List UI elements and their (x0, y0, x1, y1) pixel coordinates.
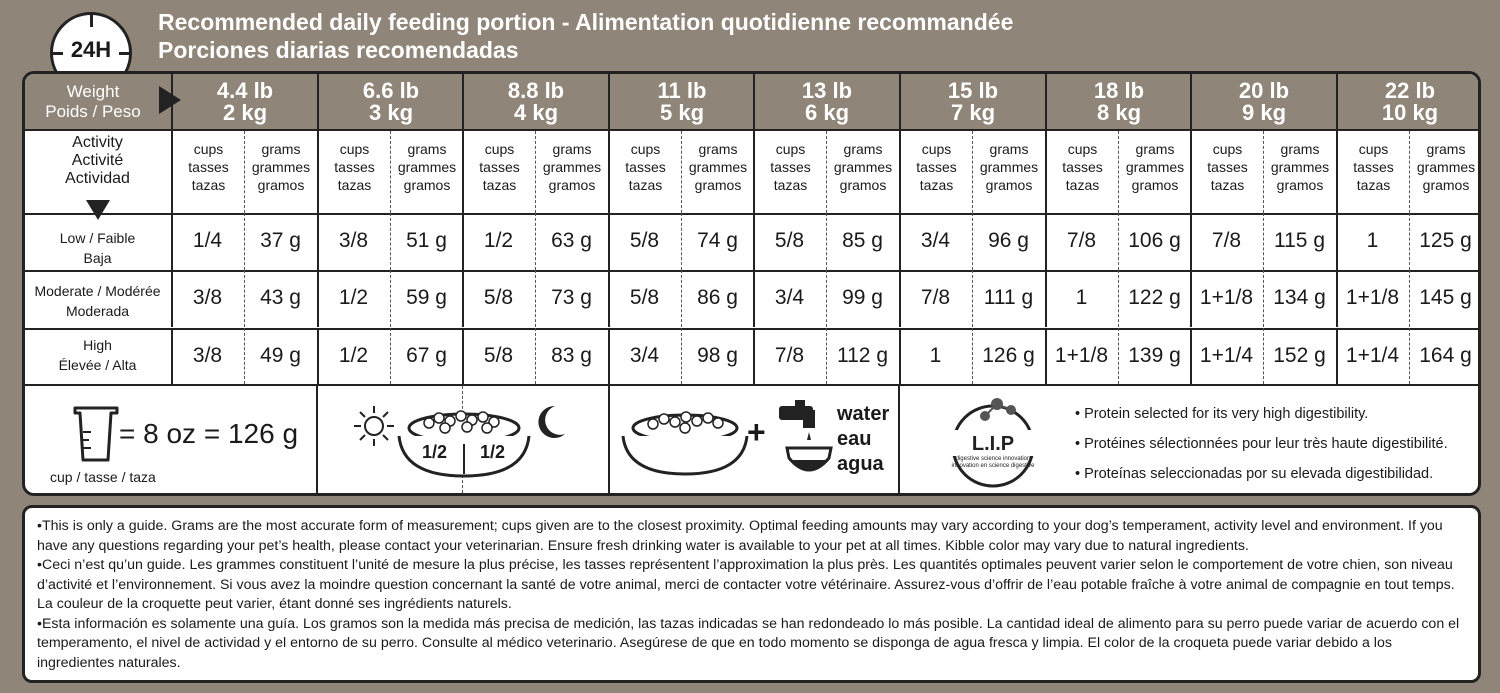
weight-column-header (1045, 74, 1191, 129)
cups-unit-line: cups (193, 141, 224, 157)
divider (317, 213, 319, 270)
weight-column-header (753, 74, 899, 129)
cups-value: 5/8 (629, 229, 660, 252)
grams-value: 112 g (837, 344, 888, 367)
weight-kg: 6 kg (804, 100, 850, 125)
cups-unit-line: tasses (1207, 159, 1248, 175)
cups-unit-label (1045, 131, 1118, 213)
weight-kg: 4 kg (513, 100, 559, 125)
cups-value: 7/8 (1066, 229, 1097, 252)
cups-value: 3/8 (192, 286, 223, 309)
divider (899, 213, 901, 270)
cups-value: 1/2 (338, 344, 369, 367)
cups-value: 1/2 (338, 286, 369, 309)
weight-kg: 7 kg (950, 100, 996, 125)
weight-column-header (462, 74, 608, 129)
cups-value: 3/8 (338, 229, 369, 252)
grams-unit-line: grammes (1125, 159, 1185, 175)
divider (390, 328, 391, 384)
weight-header-row (25, 74, 1478, 131)
grams-value: 73 g (551, 286, 592, 309)
note-es: •Esta información es solamente una guía. Los gramos son la medida más precisa de medición, las tazas indicadas se han redondeado lo más posible. La cantidad ideal de alimento para su perro puede variar de acuerdo con el temperamento, el nivel de actividad y el entorno de su perro. Consulte al médico veterinario. Asegúrese de que en todo momento se disponga de agua fresca y limpia. El color de la croqueta puede variar debido a los ingredientes naturales. (37, 615, 1460, 671)
weight-lb: 18 lb (1093, 78, 1145, 103)
row-label-moderate (25, 281, 170, 321)
cups-value: 7/8 (774, 344, 805, 367)
protein-bullet-fr: • Protéines sélectionnées pour leur très haute digestibilité. (1075, 436, 1448, 452)
divider (1263, 270, 1264, 327)
cups-unit-line: cups (775, 141, 806, 157)
grams-unit-line: grams (698, 141, 738, 157)
divider (826, 213, 827, 270)
weight-column-header (608, 74, 754, 129)
cups-unit-line: tasses (625, 159, 666, 175)
divider (25, 270, 1478, 272)
grams-unit-line: grams (843, 141, 883, 157)
grams-value: 99 g (842, 286, 883, 309)
row-label-low-line1: Low / Faible (59, 230, 136, 246)
cups-value: 1+1/4 (1345, 344, 1400, 367)
divider (1118, 213, 1119, 270)
divider (244, 270, 245, 327)
weight-kg: 9 kg (1241, 100, 1287, 125)
divider (1263, 328, 1264, 384)
grams-value: 83 g (551, 344, 592, 367)
divider (1045, 213, 1047, 270)
grams-unit-label (244, 131, 317, 213)
cups-unit-line: cups (1067, 141, 1098, 157)
weight-label (33, 82, 153, 122)
activity-label (25, 134, 170, 188)
divider (1409, 328, 1410, 384)
cup-equation: = 8 oz = 126 g (119, 418, 299, 449)
divider (826, 328, 827, 384)
cups-unit-line: tasses (334, 159, 375, 175)
food-bowl-full-icon (615, 408, 755, 480)
divider (1190, 270, 1192, 327)
grams-value: 106 g (1128, 229, 1181, 252)
grams-value: 139 g (1128, 344, 1181, 367)
grams-value: 111 g (983, 286, 1034, 309)
grams-value: 126 g (982, 344, 1035, 367)
grams-unit-label (826, 131, 899, 213)
divider (608, 386, 610, 496)
cups-value: 7/8 (920, 286, 951, 309)
cups-unit-line: tazas (1210, 177, 1245, 193)
grams-unit-line: grammes (542, 159, 602, 175)
lip-logo-subtext-2: innovation en science digestive (951, 463, 1035, 469)
grams-value: 63 g (551, 229, 592, 252)
cups-unit-line: tazas (919, 177, 954, 193)
divider (898, 386, 900, 496)
divider (535, 270, 536, 327)
divider (753, 213, 755, 270)
cup-caption: cup / tasse / taza (50, 469, 156, 485)
lip-logo-icon (941, 392, 1045, 490)
cups-value: 5/8 (629, 286, 660, 309)
water-faucet-icon (773, 396, 833, 484)
cups-value: 3/4 (920, 229, 951, 252)
feeding-table (22, 71, 1481, 496)
weight-column-header (317, 74, 463, 129)
grams-unit-label (1118, 131, 1191, 213)
grams-unit-line: grams (989, 141, 1029, 157)
grams-unit-line: grammes (251, 159, 311, 175)
cups-unit-label (1190, 131, 1263, 213)
clock-label: 24H (70, 37, 112, 62)
divider (244, 328, 245, 384)
water-label-fr: eau (837, 428, 872, 450)
cups-value: 1/2 (483, 229, 514, 252)
grams-unit-line: grams (1135, 141, 1175, 157)
weight-lb: 13 lb (801, 78, 853, 103)
grams-unit-label (390, 131, 463, 213)
row-label-moderate-line2: Moderada (65, 303, 130, 319)
grams-value: 67 g (406, 344, 447, 367)
weight-kg: 8 kg (1096, 100, 1142, 125)
grams-unit-line: grammes (397, 159, 457, 175)
grams-value: 74 g (697, 229, 738, 252)
protein-bullet-en: • Protein selected for its very high digestibility. (1075, 406, 1369, 422)
grams-unit-line: grams (552, 141, 592, 157)
weight-column-header (171, 74, 317, 129)
disclaimer-notes (22, 505, 1481, 683)
weight-label-line1: Weight (66, 82, 120, 101)
divider (681, 270, 682, 327)
grams-unit-line: grammes (1270, 159, 1330, 175)
divider (1336, 213, 1338, 270)
grams-unit-line: gramos (985, 177, 1033, 193)
row-label-low (25, 228, 170, 268)
activity-label-line1: Activity (72, 134, 123, 151)
grams-value: 125 g (1419, 229, 1472, 252)
weight-lb: 6.6 lb (362, 78, 420, 103)
divider (608, 213, 610, 270)
divider (972, 270, 973, 327)
weight-kg: 5 kg (659, 100, 705, 125)
cups-unit-line: tazas (773, 177, 808, 193)
weight-lb: 11 lb (657, 78, 707, 103)
grams-unit-label (972, 131, 1045, 213)
cups-unit-label (171, 131, 244, 213)
lip-logo-subtext-1: digestive science innovation (955, 456, 1031, 462)
weight-lb: 15 lb (947, 78, 999, 103)
row-label-low-line2: Baja (83, 250, 112, 266)
divider (244, 213, 245, 270)
weight-lb: 8.8 lb (507, 78, 565, 103)
weight-lb: 20 lb (1238, 78, 1290, 103)
cups-value: 1 (1075, 286, 1088, 309)
divider (826, 270, 827, 327)
cups-unit-line: cups (1212, 141, 1243, 157)
grams-unit-line: grams (261, 141, 301, 157)
cups-unit-label (899, 131, 972, 213)
cups-unit-line: tazas (1065, 177, 1100, 193)
cups-unit-line: tasses (188, 159, 229, 175)
grams-value: 85 g (842, 229, 883, 252)
activity-label-line3: Actividad (65, 170, 130, 187)
plus-icon: + (747, 414, 766, 450)
weight-kg: 3 kg (368, 100, 414, 125)
cups-value: 3/4 (629, 344, 660, 367)
note-en: •This is only a guide. Grams are the most accurate form of measurement; cups given are to the closest proximity. Optimal feeding amounts may vary according to your dog’s temperament, activity level and environment. If you have any questions regarding your pet’s health, please contact your veterinarian. Ensure fresh drinking water is available to your pet at all times. Kibble color may vary due to natural ingredients. (37, 518, 1443, 554)
cups-unit-line: tasses (770, 159, 811, 175)
row-label-high (25, 335, 170, 375)
cups-unit-label (608, 131, 681, 213)
cups-unit-line: cups (921, 141, 952, 157)
cups-value: 3/4 (774, 286, 805, 309)
cups-unit-line: cups (1358, 141, 1389, 157)
note-fr: •Ceci n’est qu’un guide. Les grammes constituent l’unité de mesure la plus précise, les tasses représentent l’approximation la plus près. Les quantités optimales peuvent varier selon le comportement de votre chien, son niveau d’activité et l’environnement. Si vous avez la moindre question concernant la santé de votre animal, merci de contacter votre vétérinaire. Assurez-vous d’offrir de l’eau potable fraîche à votre animal de compagnie en tout temps. La couleur de la croquette peut varier, étant donné ses ingrédients naturels. (37, 557, 1455, 612)
cups-unit-line: tasses (1062, 159, 1103, 175)
divider (1409, 270, 1410, 327)
cups-value: 1+1/8 (1345, 286, 1400, 309)
divider (316, 386, 318, 496)
cups-unit-line: tazas (191, 177, 226, 193)
moon-icon (537, 404, 567, 440)
weight-column-header (1190, 74, 1336, 129)
cups-unit-line: cups (484, 141, 515, 157)
grams-value: 37 g (260, 229, 301, 252)
divider (681, 213, 682, 270)
water-label-es: agua (837, 453, 884, 475)
divider (462, 328, 464, 384)
measuring-cup-icon (71, 404, 121, 464)
divider (899, 328, 901, 384)
divider (608, 328, 610, 384)
grams-value: 115 g (1274, 229, 1325, 252)
divider (171, 328, 173, 384)
cups-unit-line: tasses (1353, 159, 1394, 175)
grams-value: 122 g (1128, 286, 1181, 309)
cups-value: 1+1/8 (1054, 344, 1109, 367)
divider (317, 328, 319, 384)
grams-value: 152 g (1273, 344, 1326, 367)
grams-unit-line: gramos (403, 177, 451, 193)
cups-value: 5/8 (483, 344, 514, 367)
divider (1118, 328, 1119, 384)
cups-value: 5/8 (483, 286, 514, 309)
divider (171, 270, 173, 327)
divider (535, 328, 536, 384)
weight-column-header (1336, 74, 1481, 129)
cups-value: 5/8 (774, 229, 805, 252)
divider (608, 270, 610, 327)
protein-bullet-es: • Proteínas seleccionadas por su elevada digestibilidad. (1075, 466, 1434, 482)
grams-unit-line: gramos (257, 177, 305, 193)
divider (1263, 213, 1264, 270)
cups-unit-line: cups (630, 141, 661, 157)
grams-unit-label (535, 131, 608, 213)
grams-unit-line: gramos (839, 177, 887, 193)
grams-value: 134 g (1273, 286, 1326, 309)
divider (1336, 270, 1338, 327)
cups-unit-line: tazas (628, 177, 663, 193)
divider (753, 270, 755, 327)
grams-value: 86 g (697, 286, 738, 309)
cups-unit-line: tasses (479, 159, 520, 175)
lip-logo-text: L.I.P (971, 433, 1015, 455)
activity-label-line2: Activité (71, 152, 124, 169)
grams-unit-line: grams (407, 141, 447, 157)
divider (1190, 328, 1192, 384)
page-title (158, 8, 1013, 64)
cups-unit-label (317, 131, 390, 213)
grams-unit-line: gramos (548, 177, 596, 193)
grams-unit-line: gramos (694, 177, 742, 193)
divider (899, 270, 901, 327)
divider (462, 213, 464, 270)
water-label (837, 402, 889, 477)
cups-value: 3/8 (192, 344, 223, 367)
divider (317, 270, 319, 327)
divider (25, 328, 1478, 330)
grams-value: 98 g (697, 344, 738, 367)
title-line-1: Recommended daily feeding portion - Alimentation quotidienne recommandée (158, 9, 1014, 35)
divider (535, 213, 536, 270)
weight-kg: 2 kg (222, 100, 268, 125)
cups-unit-line: tasses (916, 159, 957, 175)
cups-value: 7/8 (1211, 229, 1242, 252)
grams-unit-label (1409, 131, 1481, 213)
grams-value: 96 g (988, 229, 1029, 252)
divider (1118, 270, 1119, 327)
cups-unit-line: tazas (337, 177, 372, 193)
divider (972, 213, 973, 270)
arrow-down-icon (86, 200, 110, 220)
divider (390, 213, 391, 270)
info-strip (25, 384, 1478, 496)
cups-unit-label (753, 131, 826, 213)
grams-unit-line: grammes (688, 159, 748, 175)
divider (390, 270, 391, 327)
food-bowl-icon (389, 406, 539, 482)
grams-value: 145 g (1419, 286, 1472, 309)
divider (1336, 328, 1338, 384)
weight-lb: 4.4 lb (216, 78, 274, 103)
cups-value: 1+1/8 (1199, 286, 1254, 309)
grams-value: 59 g (406, 286, 447, 309)
cups-value: 1+1/4 (1199, 344, 1254, 367)
bowl-half-right: 1/2 (480, 442, 506, 462)
divider (753, 328, 755, 384)
divider (1045, 328, 1047, 384)
cups-value: 1/4 (192, 229, 223, 252)
cups-unit-label (1336, 131, 1409, 213)
cups-unit-line: cups (339, 141, 370, 157)
divider (1190, 213, 1192, 270)
row-label-high-line1: High (83, 337, 112, 353)
grams-unit-line: grammes (833, 159, 893, 175)
row-label-moderate-line1: Moderate / Modérée (34, 283, 161, 299)
cups-unit-line: tazas (1356, 177, 1391, 193)
cups-value: 1 (1366, 229, 1379, 252)
divider (1045, 270, 1047, 327)
grams-value: 164 g (1419, 344, 1472, 367)
divider (972, 328, 973, 384)
cups-value: 1 (929, 344, 942, 367)
row-label-high-line2: Élevée / Alta (58, 357, 137, 373)
grams-value: 51 g (406, 229, 447, 252)
divider (462, 270, 464, 327)
grams-unit-label (1263, 131, 1336, 213)
grams-unit-label (681, 131, 754, 213)
divider (681, 328, 682, 384)
cups-unit-line: tazas (482, 177, 517, 193)
grams-unit-line: grams (1426, 141, 1466, 157)
grams-value: 43 g (260, 286, 301, 309)
bowl-half-left: 1/2 (422, 442, 448, 462)
weight-lb: 22 lb (1384, 78, 1436, 103)
grams-unit-line: gramos (1422, 177, 1470, 193)
grams-unit-line: grammes (1416, 159, 1476, 175)
grams-unit-line: grams (1280, 141, 1320, 157)
grams-unit-line: grammes (979, 159, 1039, 175)
grams-value: 49 g (260, 344, 301, 367)
grams-unit-line: gramos (1131, 177, 1179, 193)
title-line-2: Porciones diarias recomendadas (158, 37, 519, 63)
cups-unit-label (462, 131, 535, 213)
weight-label-line2: Poids / Peso (45, 102, 141, 121)
weight-column-header (899, 74, 1045, 129)
grams-unit-line: gramos (1276, 177, 1324, 193)
divider (1409, 213, 1410, 270)
divider (25, 213, 1478, 215)
divider (171, 213, 173, 270)
water-label-en: water (837, 403, 890, 425)
weight-kg: 10 kg (1381, 100, 1439, 125)
